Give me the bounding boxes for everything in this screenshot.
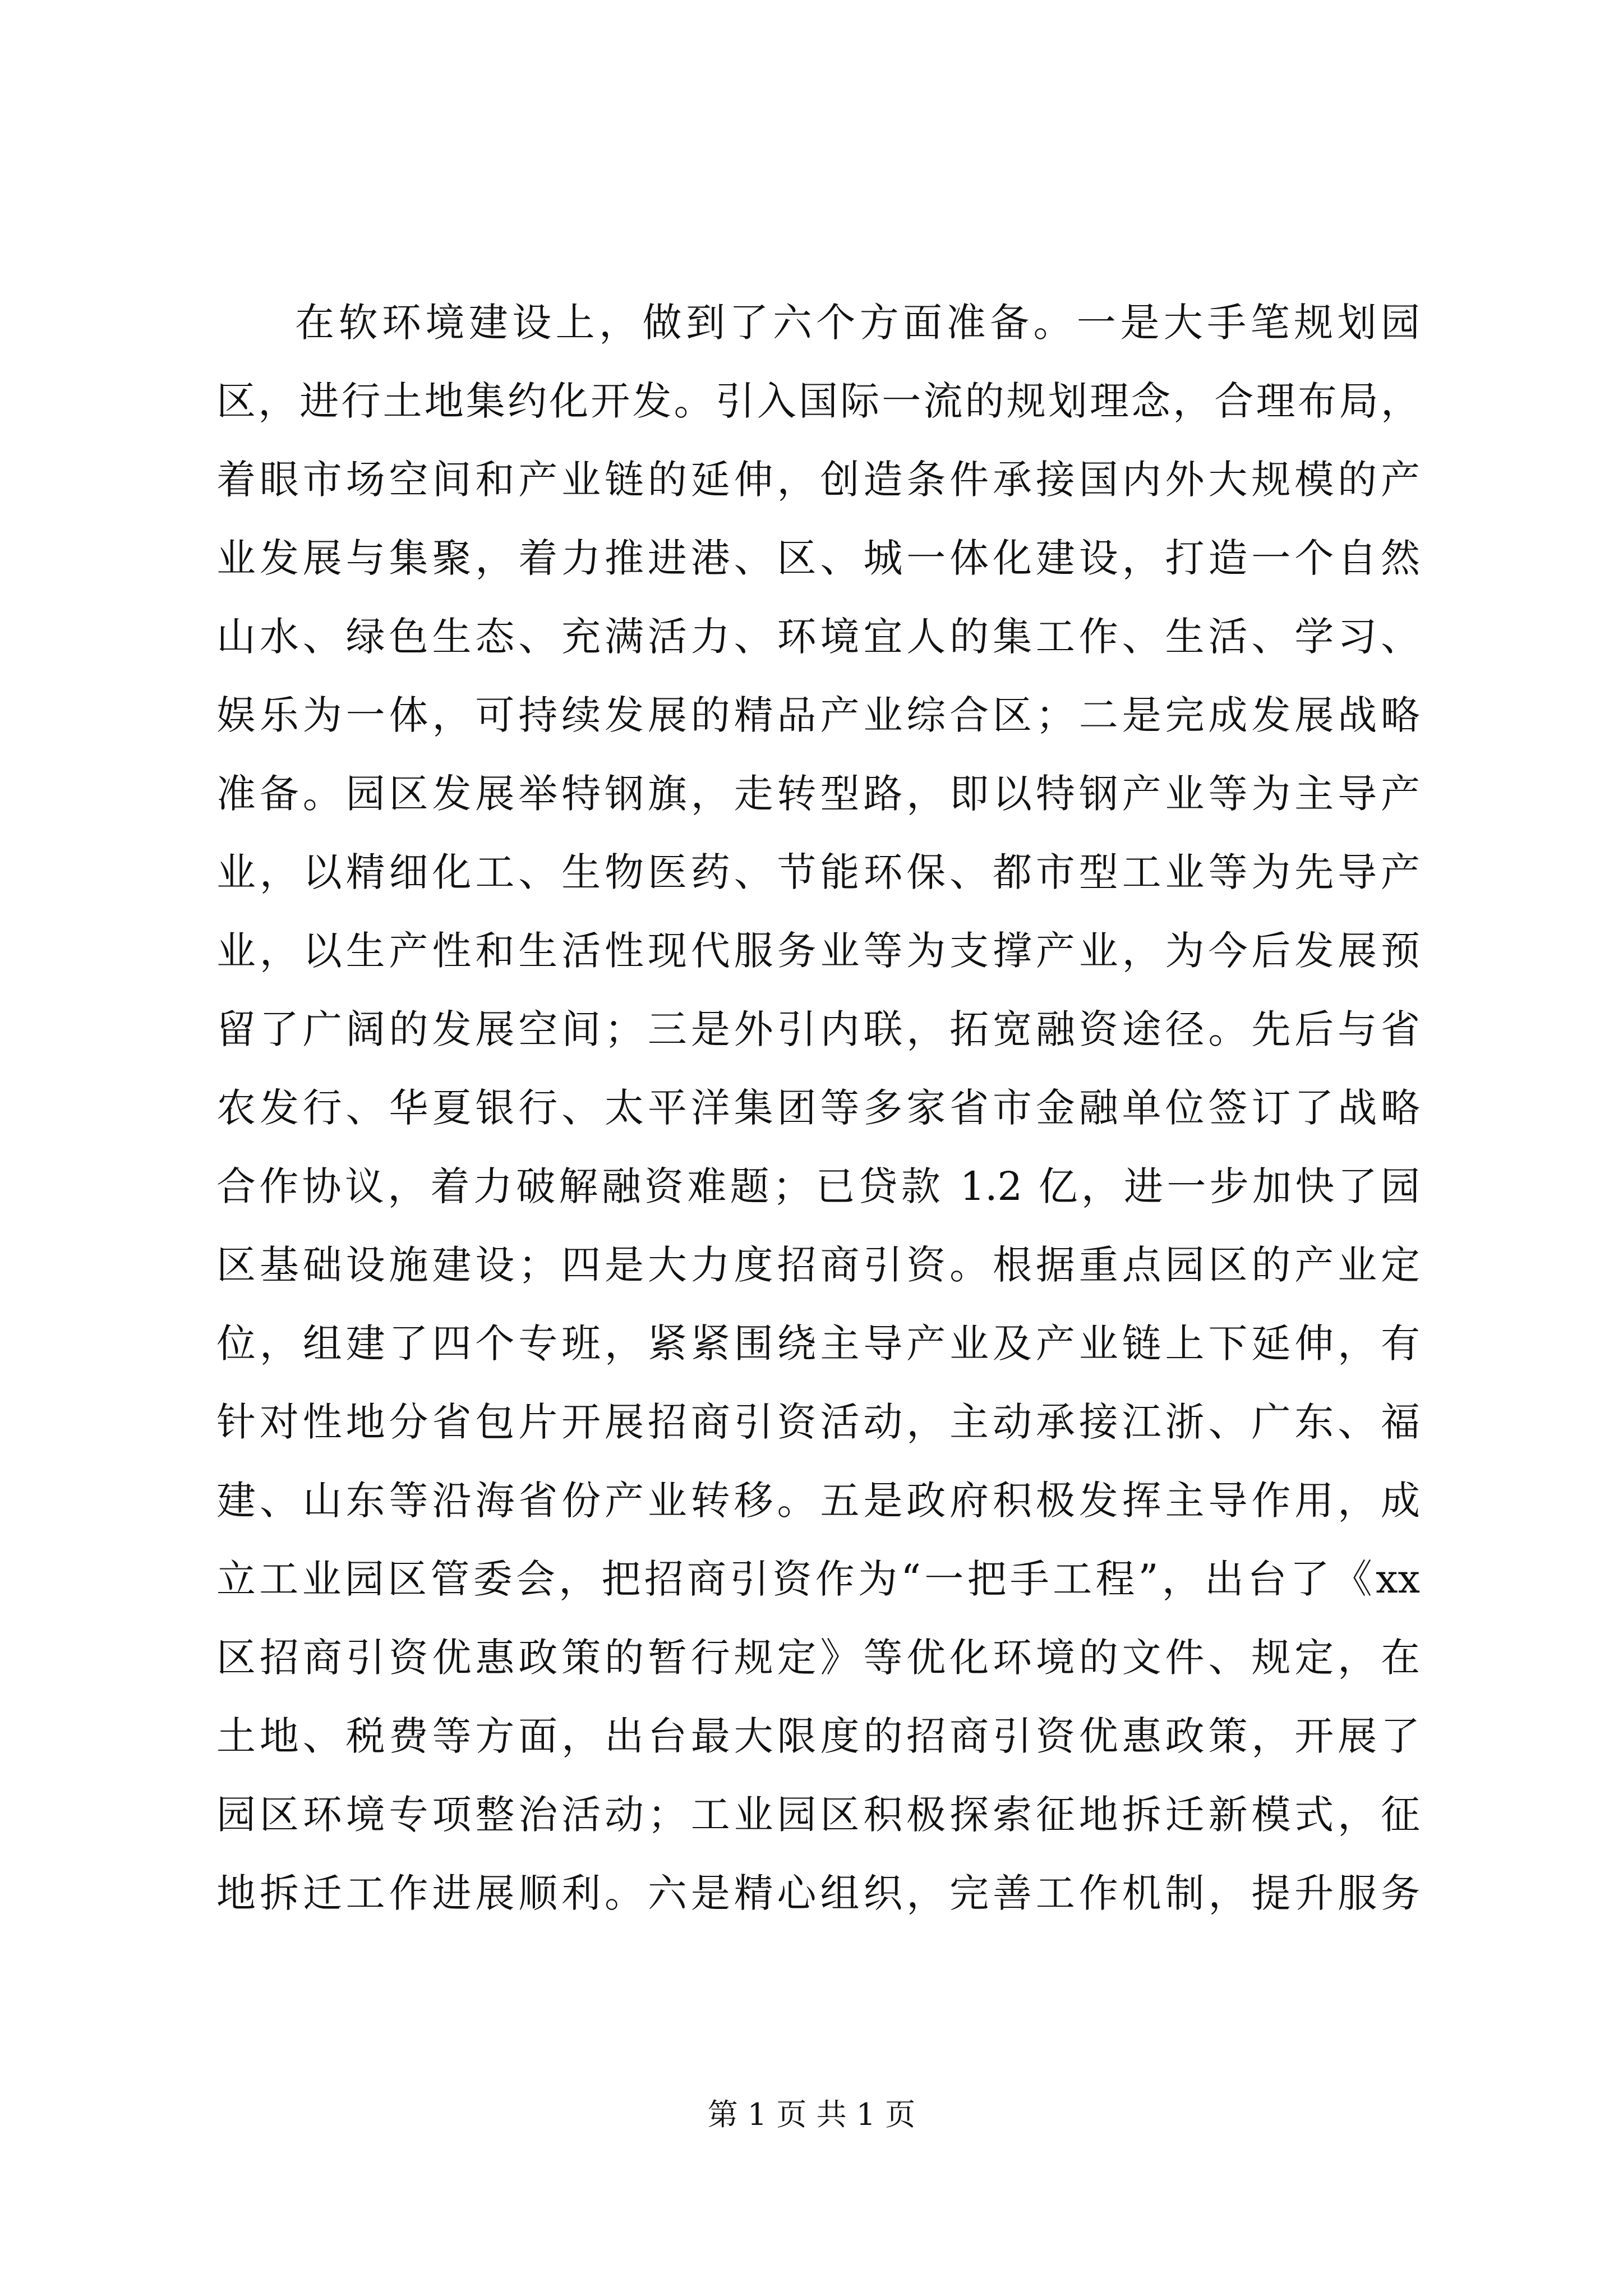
text-line: 针对性地分省包片开展招商引资活动，主动承接江浙、广东、福 [216, 1399, 1420, 1445]
text-line: 准备。园区发展举特钢旗，走转型路，即以特钢产业等为主导产 [216, 771, 1420, 817]
text-line: 业发展与集聚，着力推进港、区、城一体化建设，打造一个自然 [216, 535, 1420, 581]
text-line: 着眼市场空间和产业链的延伸，创造条件承接国内外大规模的产 [216, 457, 1420, 503]
text-line: 地拆迁工作进展顺利。六是精心组织，完善工作机制，提升服务 [216, 1870, 1420, 1916]
document-body [216, 283, 1420, 1932]
text-line: 区，进行土地集约化开发。引入国际一流的规划理念，合理布局， [216, 378, 1420, 424]
text-line: 山水、绿色生态、充满活力、环境宜人的集工作、生活、学习、 [216, 614, 1420, 660]
text-line: 农发行、华夏银行、太平洋集团等多家省市金融单位签订了战略 [216, 1085, 1420, 1131]
text-line: 土地、税费等方面，出台最大限度的招商引资优惠政策，开展了 [216, 1713, 1420, 1759]
text-line: 位，组建了四个专班，紧紧围绕主导产业及产业链上下延伸，有 [216, 1320, 1420, 1366]
text-line: 业，以生产性和生活性现代服务业等为支撑产业，为今后发展预 [216, 928, 1420, 974]
text-line: 区基础设施建设；四是大力度招商引资。根据重点园区的产业定 [216, 1242, 1420, 1288]
text-line: 合作协议，着力破解融资难题；已贷款 1.2 亿，进一步加快了园 [216, 1163, 1420, 1209]
text-line: 园区环境专项整治活动；工业园区积极探索征地拆迁新模式，征 [216, 1792, 1420, 1838]
text-line: 区招商引资优惠政策的暂行规定》等优化环境的文件、规定，在 [216, 1635, 1420, 1681]
text-line: 留了广阔的发展空间；三是外引内联，拓宽融资途径。先后与省 [216, 1006, 1420, 1052]
page-footer: 第 1 页 共 1 页 [707, 2097, 916, 2132]
text-line: 在软环境建设上，做到了六个方面准备。一是大手笔规划园 [295, 300, 1420, 346]
text-line: 立工业园区管委会，把招商引资作为“一把手工程”，出台了《xx [216, 1556, 1420, 1602]
text-line: 建、山东等沿海省份产业转移。五是政府积极发挥主导作用，成 [216, 1478, 1420, 1524]
text-line: 娱乐为一体，可持续发展的精品产业综合区；二是完成发展战略 [216, 692, 1420, 738]
text-line: 业，以精细化工、生物医药、节能环保、都市型工业等为先导产 [216, 849, 1420, 895]
